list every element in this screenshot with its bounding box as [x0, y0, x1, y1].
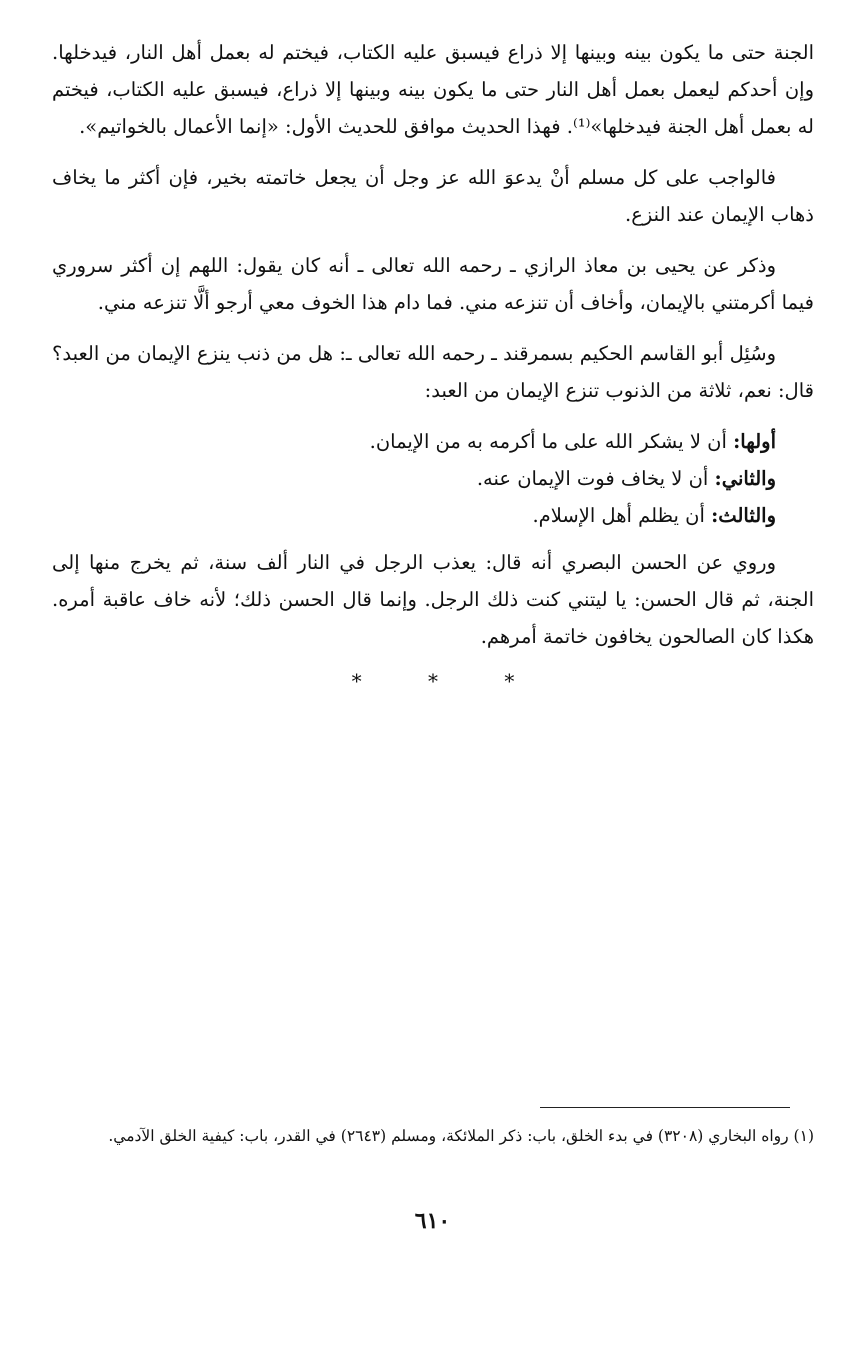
list-item-text: أن لا يشكر الله على ما أكرمه به من الإيمان.	[369, 430, 734, 453]
list-item	[52, 423, 814, 460]
sins-list	[52, 423, 814, 534]
paragraph-yahya-ibn-muadh: وذكر عن يحيى بن معاذ الرازي ـ رحمه الله تعالى ـ أنه كان يقول: اللهم إن أكثر سروري فيما أكرمتني بالإيمان، وأخاف أن تنزعه مني. فما دام هذا الخوف معي أرجو ألَّا تنزعه مني.	[52, 254, 814, 314]
main-text	[52, 34, 814, 693]
list-item-label: والثاني:	[714, 467, 776, 490]
paragraph-duty: فالواجب على كل مسلم أنْ يدعوَ الله عز وجل أن يجعل خاتمته بخير، فإن أكثر ما يخاف ذهاب الإيمان عند النزع.	[52, 166, 814, 226]
list-item	[52, 497, 814, 534]
list-item-label: أولها:	[733, 430, 776, 453]
footnote-divider	[540, 1107, 790, 1108]
section-separator: * * *	[351, 669, 545, 693]
list-item-text: أن لا يخاف فوت الإيمان عنه.	[476, 467, 715, 490]
list-item-label: والثالث:	[711, 504, 776, 527]
paragraph-hasan-basri: وروي عن الحسن البصري أنه قال: يعذب الرجل في النار ألف سنة، ثم يخرج منها إلى الجنة، ثم قال الحسن: يا ليتني كنت ذلك الرجل. وإنما قال الحسن ذلك؛ لأنه خاف عاقبة أمره. هكذا كان الصالحون يخافون خاتمة أمرهم.	[52, 551, 814, 648]
paragraph-hadith-continuation: الجنة حتى ما يكون بينه وبينها إلا ذراع فيسبق عليه الكتاب، فيختم له بعمل أهل النار، فيدخلها. وإن أحدكم ليعمل بعمل أهل النار حتى ما يكون بينه وبينها إلا ذراع، فيسبق عليه الكتاب، فيختم له بعمل أهل الجنة فيدخلها»⁽¹⁾. فهذا الحديث موافق للحديث الأول: «إنما الأعمال بالخواتيم».	[52, 41, 814, 138]
page-number: ٦١٠	[414, 1208, 451, 1234]
footnote: (١) رواه البخاري (٣٢٠٨) في بدء الخلق، باب: ذكر الملائكة، ومسلم (٢٦٤٣) في القدر، باب: كيفية الخلق الآدمي.	[108, 1127, 814, 1145]
list-item	[52, 460, 814, 497]
paragraph-abu-al-qasim: وسُئِل أبو القاسم الحكيم بسمرقند ـ رحمه الله تعالى ـ: هل من ذنب ينزع الإيمان من العبد؟ قال: نعم، ثلاثة من الذنوب تنزع الإيمان من العبد:	[52, 342, 814, 402]
list-item-text: أن يظلم أهل الإسلام.	[532, 504, 712, 527]
